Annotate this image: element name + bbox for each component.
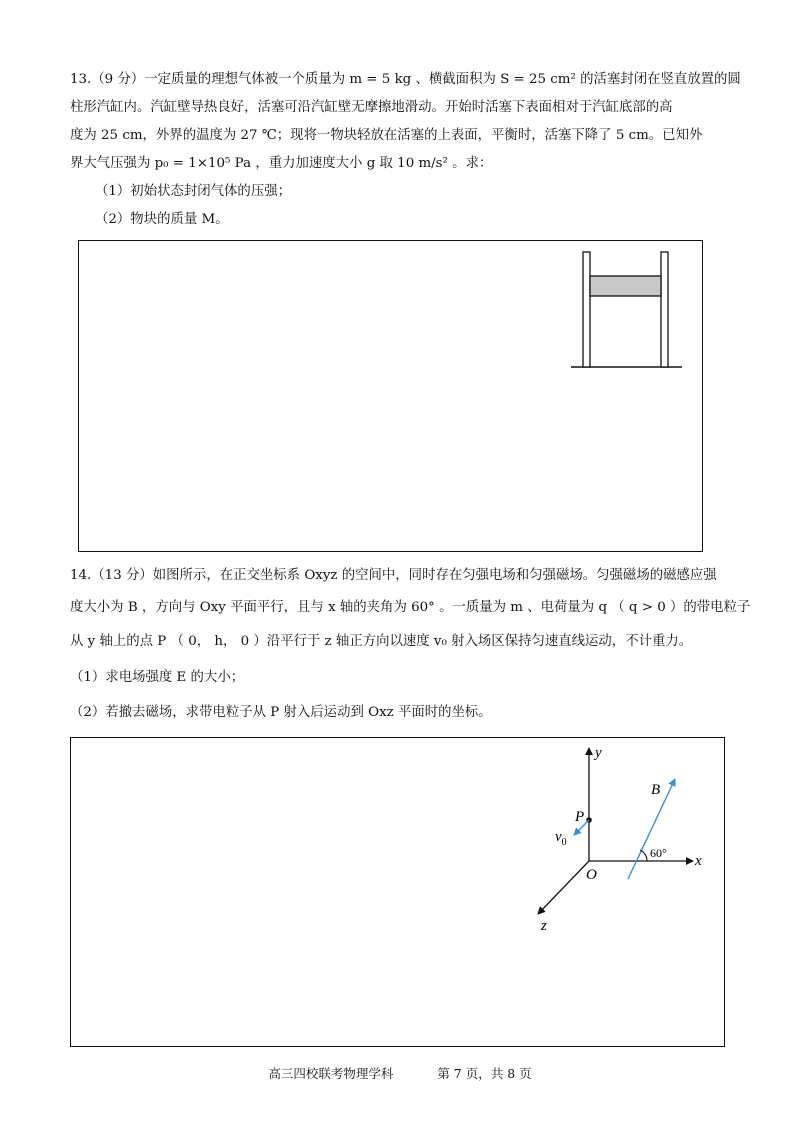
label-origin: O — [586, 867, 597, 883]
q13-line-4: 界大气压强为 p₀ = 1×10⁵ Pa ，重力加速度大小 g 取 10 m/s² 。求： — [70, 156, 493, 171]
q13-line-2: 柱形汽缸内。汽缸壁导热良好，活塞可沿汽缸壁无摩擦地滑动。开始时活塞下表面相对于汽缸底部的高 — [70, 100, 673, 115]
q13-line-3: 度为 25 cm，外界的温度为 27 ℃；现将一物块轻放在活塞的上表面，平衡时，活塞下降了 5 cm。已知外 — [70, 128, 703, 143]
cylinder-piston-diagram — [79, 241, 704, 553]
label-v0: $v_0$ — [555, 829, 567, 848]
q14-answer-box[interactable] — [70, 737, 725, 1047]
q14-line-1: 14.（13 分）如图所示，在正交坐标系 Oxyz 的空间中，同时存在匀强电场和匀强磁场。匀强磁场的磁感应强 — [70, 568, 717, 583]
q13-subquestion-2: （2）物块的质量 M。 — [95, 212, 229, 227]
z-axis — [538, 861, 589, 914]
footer-exam-title: 高三四校联考物理学科 — [268, 1066, 394, 1081]
label-p: P — [575, 809, 585, 825]
q14-line-3: 从 y 轴上的点 P （ 0， h， 0 ）沿平行于 z 轴正方向以速度 v₀ 射入场区保持匀速直线运动，不计重力。 — [70, 634, 693, 649]
q13-line-1: 13.（9 分）一定质量的理想气体被一个质量为 m = 5 kg 、横截面积为 S = 25 cm² 的活塞封闭在竖直放置的圆 — [70, 72, 741, 87]
q13-answer-box[interactable] — [78, 240, 703, 552]
coordinate-diagram — [71, 738, 726, 1048]
q13-subquestion-1: （1）初始状态封闭气体的压强； — [95, 184, 291, 199]
label-angle: 60° — [650, 846, 667, 860]
label-y: y — [595, 745, 602, 761]
label-b: B — [651, 782, 661, 798]
label-z: z — [541, 918, 547, 934]
page-footer — [0, 1064, 800, 1082]
label-x: x — [695, 853, 702, 869]
footer-page-number: 第 7 页，共 8 页 — [437, 1066, 532, 1081]
q14-subquestion-2: （2）若撤去磁场，求带电粒子从 P 射入后运动到 Oxz 平面时的坐标。 — [70, 705, 492, 720]
q14-subquestion-1: （1）求电场强度 E 的大小； — [70, 670, 245, 685]
q14-line-2: 度大小为 B ，方向与 Oxy 平面平行，且与 x 轴的夹角为 60° 。一质量为 m 、电荷量为 q （ q > 0 ）的带电粒子 — [70, 600, 751, 615]
